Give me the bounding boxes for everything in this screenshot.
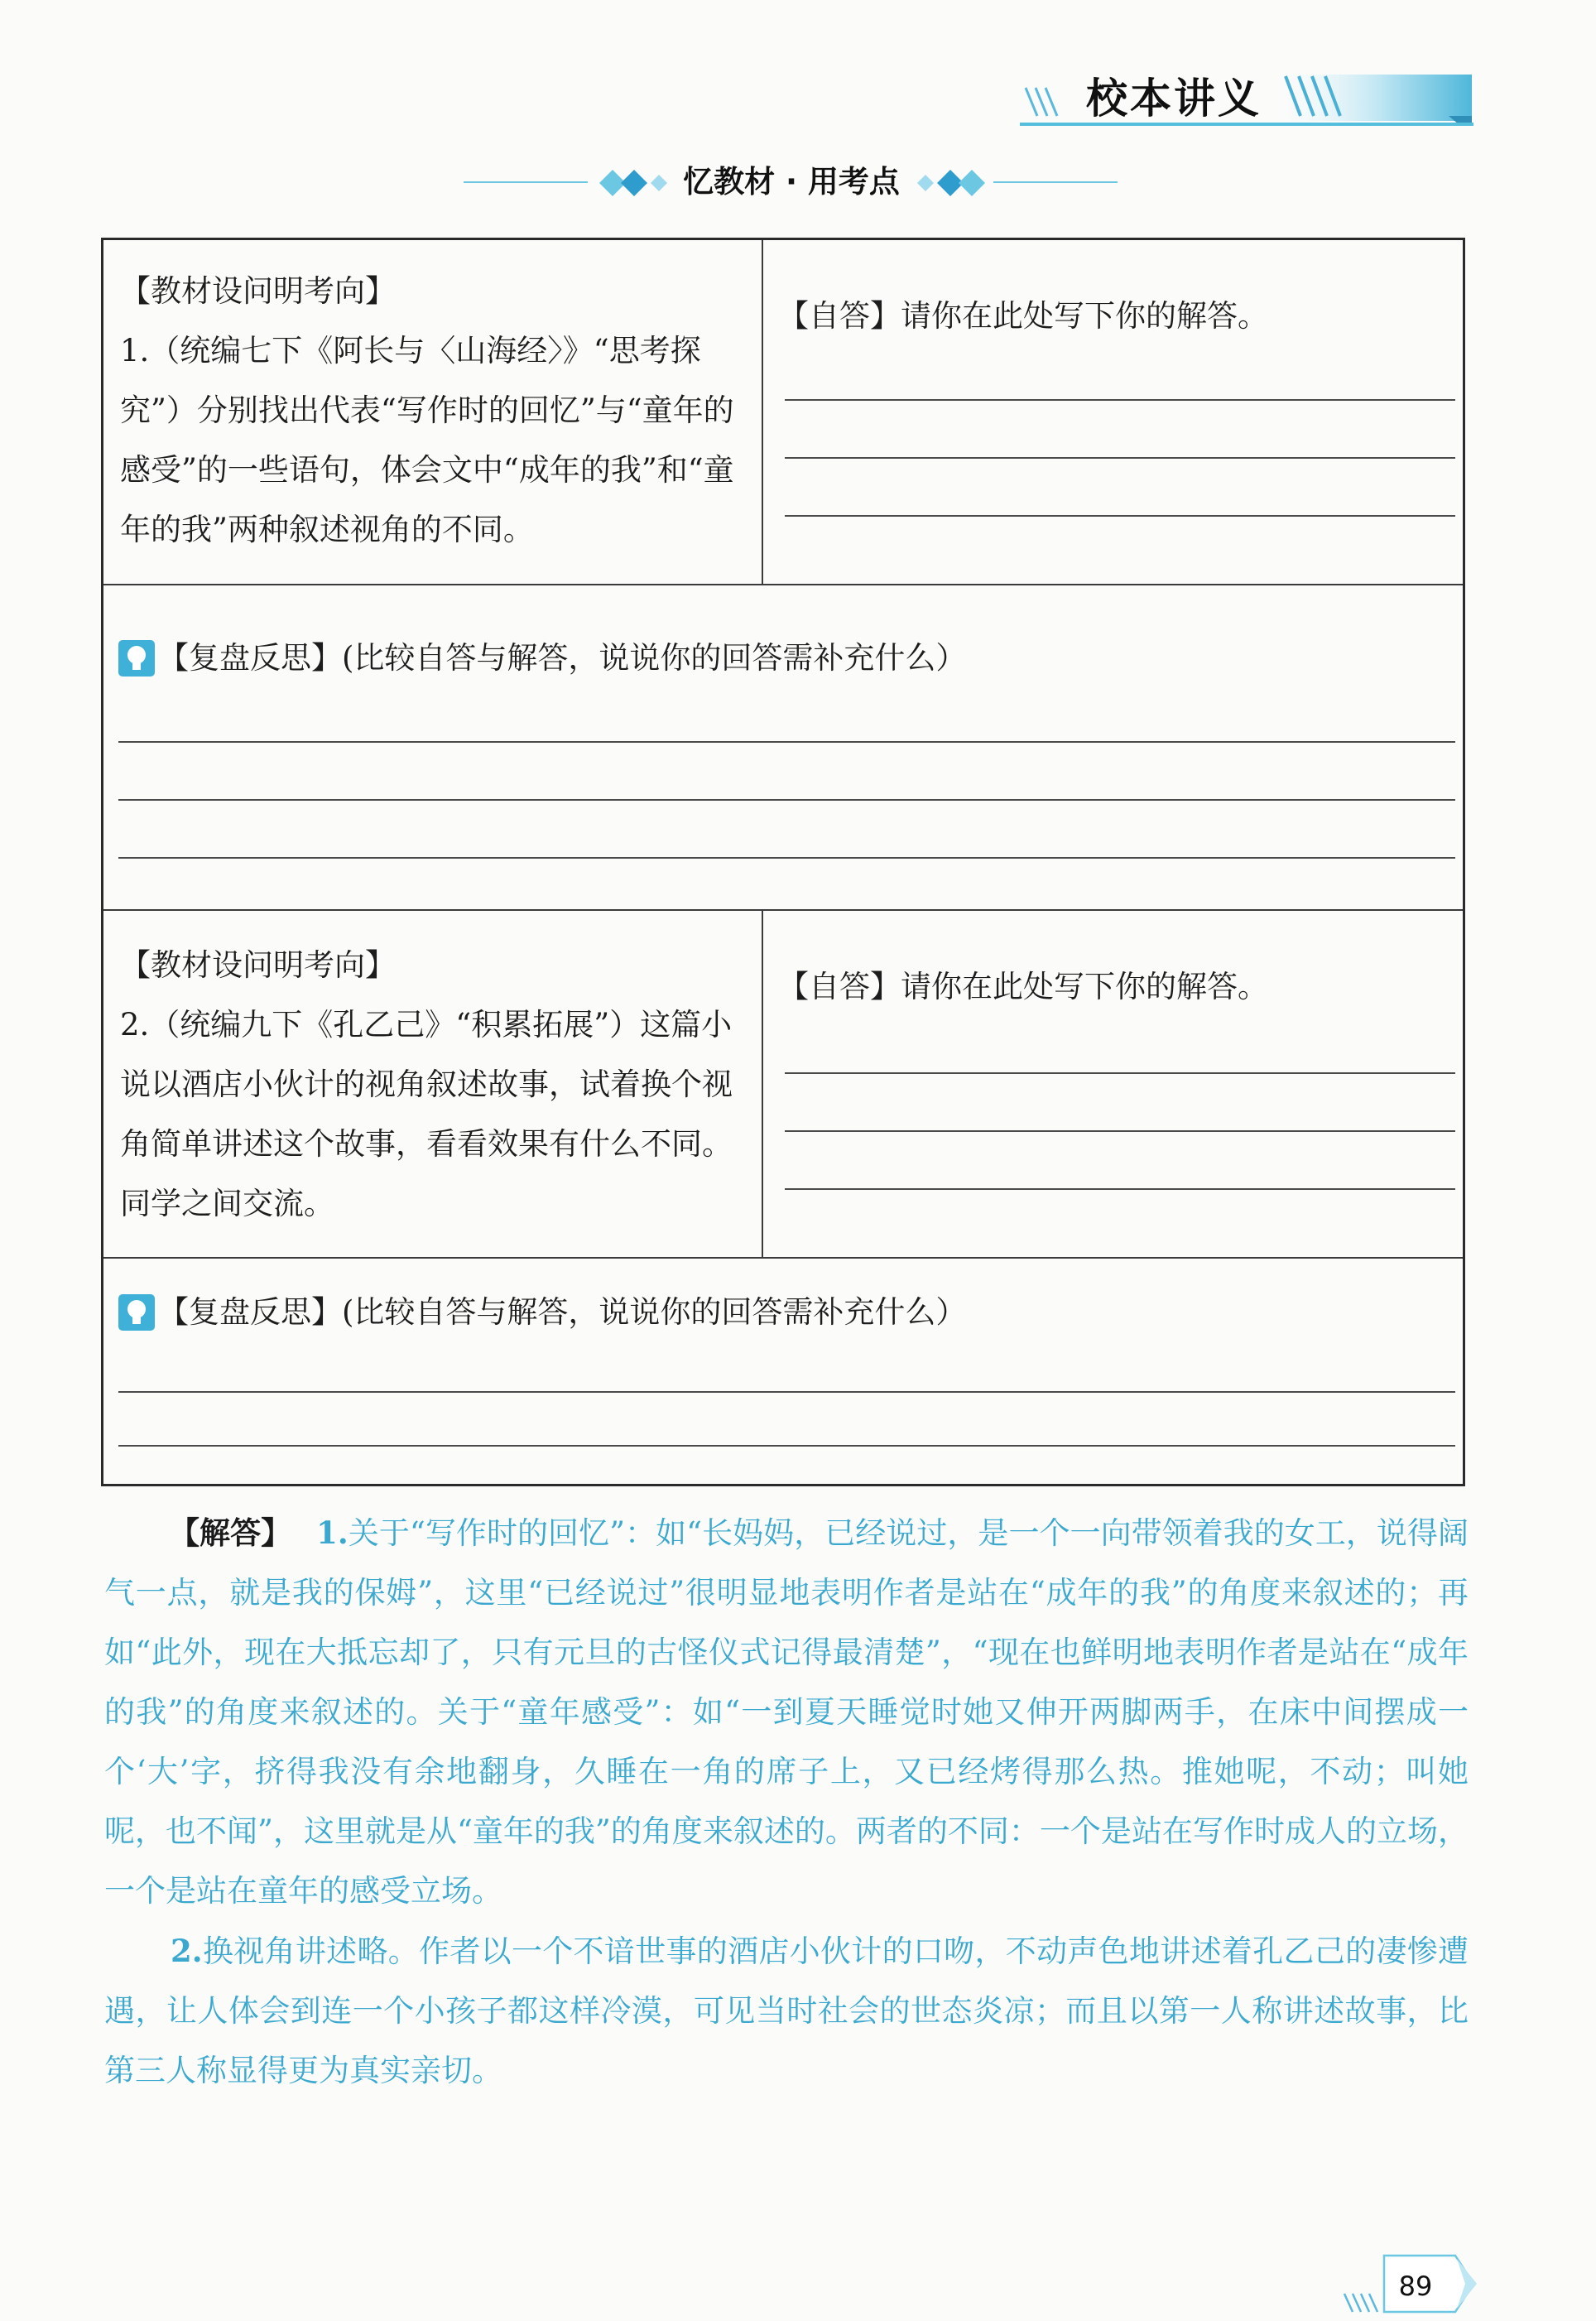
row-divider xyxy=(103,909,1463,911)
answer-text: 换视角讲述略。作者以一个不谙世事的酒店小伙计的口吻，不动声色地讲述着孔乙己的凄惨遭遇，让人体会到连一个小孩子都这样冷漠，可见当时社会的世态炎凉；而且以第一人称讲述故事，比第三人称显得更为真实亲切。 xyxy=(104,1933,1469,2088)
answer-paragraph-1 xyxy=(104,1503,1469,1921)
question-1 xyxy=(120,262,757,560)
writing-line[interactable] xyxy=(118,799,1455,801)
writing-line[interactable] xyxy=(118,741,1455,743)
column-divider xyxy=(762,909,763,1257)
writing-line[interactable] xyxy=(118,1391,1455,1393)
header-stripes-right-icon xyxy=(1279,73,1358,119)
diamond-right-icon xyxy=(912,169,988,197)
answer-number: 1. xyxy=(316,1514,349,1551)
question-tag: 【教材设问明考向】 xyxy=(120,273,396,309)
writing-line[interactable] xyxy=(785,515,1455,517)
header-stripes-icon xyxy=(1022,83,1072,119)
answer-tag: 【解答】 xyxy=(169,1514,292,1551)
answer-number: 2. xyxy=(171,1933,203,1969)
question-text: 2.（统编九下《孔乙己》“积累拓展”）这篇小说以酒店小伙计的视角叙述故事，试着换个视角简单讲述这个故事，看看效果有什么不同。同学之间交流。 xyxy=(120,1007,733,1221)
writing-line[interactable] xyxy=(785,1072,1455,1074)
writing-line[interactable] xyxy=(118,1445,1455,1447)
header-underline xyxy=(1020,123,1473,126)
question-2 xyxy=(120,936,757,1234)
writing-line[interactable] xyxy=(785,1188,1455,1190)
lightbulb-icon xyxy=(118,1294,155,1331)
row-divider xyxy=(103,1257,1463,1259)
review-row-1 xyxy=(118,633,966,683)
section-line-left xyxy=(464,181,588,183)
column-divider xyxy=(762,240,763,584)
self-answer-label-2: 【自答】请你在此处写下你的解答。 xyxy=(778,969,1268,1004)
question-tag: 【教材设问明考向】 xyxy=(120,947,396,983)
self-answer-label-1: 【自答】请你在此处写下你的解答。 xyxy=(778,298,1268,334)
writing-line[interactable] xyxy=(785,399,1455,401)
writing-line[interactable] xyxy=(118,857,1455,859)
section-line-right xyxy=(993,181,1118,183)
row-divider xyxy=(103,584,1463,585)
review-row-2 xyxy=(118,1288,966,1337)
section-heading xyxy=(464,156,1118,209)
review-label: 【复盘反思】(比较自答与解答，说说你的回答需补充什么） xyxy=(158,640,967,676)
writing-line[interactable] xyxy=(785,1130,1455,1132)
review-label: 【复盘反思】(比较自答与解答，说说你的回答需补充什么） xyxy=(158,1294,967,1330)
section-title: 忆教材 · 用考点 xyxy=(683,164,900,200)
lightbulb-icon xyxy=(118,640,155,677)
writing-line[interactable] xyxy=(785,457,1455,459)
answer-section xyxy=(104,1503,1469,2101)
header-title: 校本讲义 xyxy=(1086,75,1262,123)
answer-paragraph-2 xyxy=(104,1921,1469,2101)
diamond-left-icon xyxy=(596,169,672,197)
question-text: 1.（统编七下《阿长与〈山海经〉》“思考探究”）分别找出代表“写作时的回忆”与“童年的感受”的一些语句，体会文中“成年的我”和“童年的我”两种叙述视角的不同。 xyxy=(120,333,734,547)
answer-text: 关于“写作时的回忆”：如“长妈妈，已经说过，是一个一向带领着我的女工，说得阔气一点，就是我的保姆”，这里“已经说过”很明显地表明作者是站在“成年的我”的角度来叙述的；再如“此外，现在大抵忘却了，只有元旦的古怪仪式记得最清楚”，“现在也鲜明地表明作者是站在“成年的我”的角度来叙述的。关于“童年感受”：如“一到夏天睡觉时她又伸开两脚两手，在床中间摆成一个‘大’字，挤得我没有余地翻身，久睡在一角的席子上，又已经烤得那么热。推她呢，不动；叫她呢，也不闻”，这里就是从“童年的我”的角度来叙述的。两者的不同：一个是站在写作时成人的立场，一个是站在童年的感受立场。 xyxy=(104,1515,1469,1909)
exercise-table xyxy=(101,238,1465,1486)
page-number: 89 xyxy=(1398,2270,1433,2302)
